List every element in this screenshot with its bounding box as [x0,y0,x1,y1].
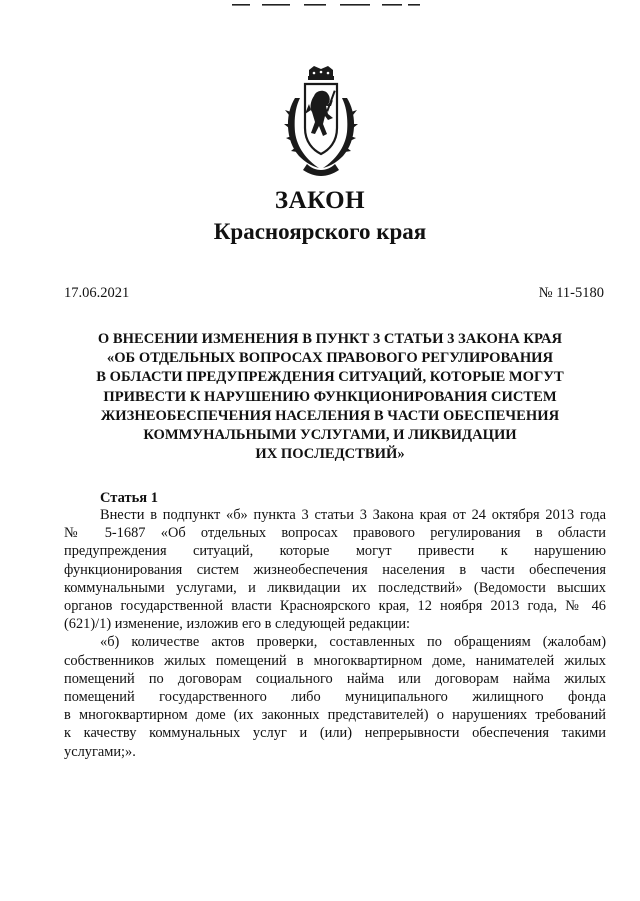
heading-line: КОММУНАЛЬНЫМИ УСЛУГАМИ, И ЛИКВИДАЦИИ [143,427,517,444]
body-line: функционирования систем жизнеобеспечения населения в части обеспечения [64,561,606,578]
body-line: собственников жилых помещений в многоквартирном доме, нанимателей жилых [64,652,606,669]
body-line: коммунальными услугами, и ликвидации их последствий» (Ведомости высших [64,579,606,596]
body-line: помещений государственного либо муниципального жилищного фонда [64,689,606,706]
body-line: (621)/1) изменение, изложив его в следующей редакции: [64,616,411,633]
heading-line: ИХ ПОСЛЕДСТВИЙ» [255,446,405,463]
body-line: к качеству коммунальных услуг и (или) непрерывности обеспечения такими [64,725,606,742]
body-line: в многоквартирном доме (их законных представителей) о нарушениях требований [64,707,606,724]
body-line: № 5-1687 «Об отдельных вопросах правового регулирования в области [64,525,606,542]
heading-line: В ОБЛАСТИ ПРЕДУПРЕЖДЕНИЯ СИТУАЦИЙ, КОТОРЫЕ МОГУТ [96,369,564,386]
article-title: Статья 1 [100,490,158,506]
krasnoyarsk-coat-of-arms-icon [281,64,361,176]
body-line: помещений по договорам социального найма или договорам найма жилых [64,670,606,687]
body-line: услугами;». [64,743,136,760]
document-title: ЗАКОН [274,187,366,214]
body-line: предупреждения ситуаций, которые могут привести к нарушению [64,543,606,560]
heading-line: ПРИВЕСТИ К НАРУШЕНИЮ ФУНКЦИОНИРОВАНИЯ СИСТЕМ [103,388,557,405]
article-body [64,506,606,761]
heading-line: О ВНЕСЕНИИ ИЗМЕНЕНИЯ В ПУНКТ 3 СТАТЬИ 3 ЗАКОНА КРАЯ [97,331,563,347]
heading-line: «ОБ ОТДЕЛЬНЫХ ВОПРОСАХ ПРАВОВОГО РЕГУЛИРОВАНИЯ [106,350,554,367]
scan-marks [232,2,422,8]
body-line: органов государственной власти Красноярского края, 12 ноября 2013 года, № 46 [64,598,606,615]
body-line: Внести в подпункт «б» пункта 3 статьи 3 Закона края от 24 октября 2013 года [100,507,606,523]
document-date: 17.06.2021 [64,285,130,301]
heading-line: ЖИЗНЕОБЕСПЕЧЕНИЯ НАСЕЛЕНИЯ В ЧАСТИ ОБЕСПЕЧЕНИЯ [100,407,560,424]
body-line: «б) количестве актов проверки, составленных по обращениям (жалобам) [100,634,606,651]
document-subtitle: Красноярского края [213,219,427,244]
law-heading [60,330,600,464]
document-number: № 11-5180 [538,285,604,301]
